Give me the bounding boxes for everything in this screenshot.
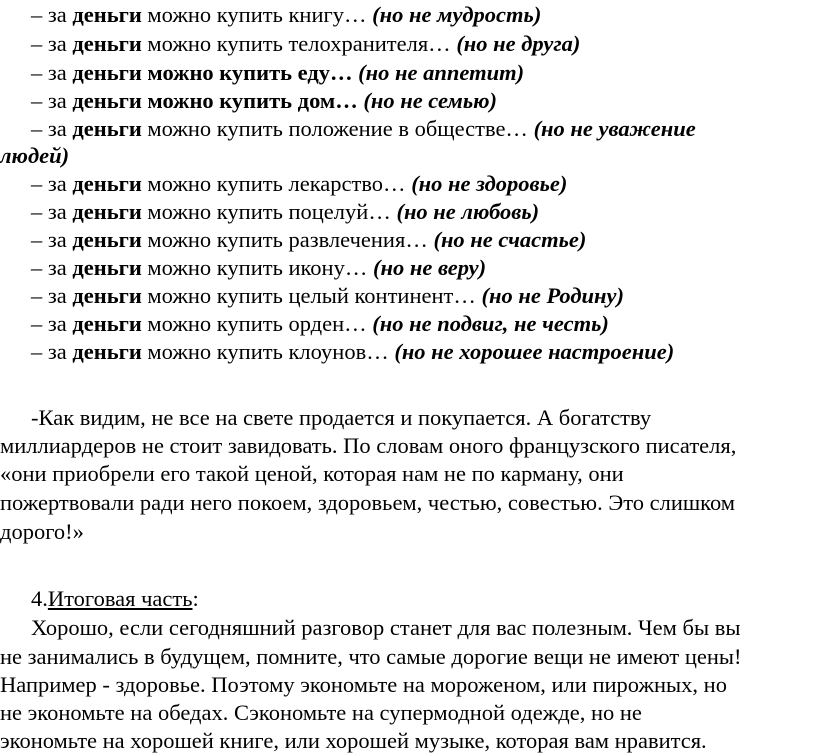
list-money-word: деньги: [72, 199, 142, 224]
list-money-word: деньги: [72, 255, 142, 280]
list-note: (но не хорошее настроение): [394, 339, 675, 364]
list-dash: – за: [31, 255, 73, 280]
paragraph-line: не занимались в будущем, помните, что самые дорогие вещи не имеют цены!: [0, 644, 742, 669]
list-dash: – за: [31, 31, 73, 56]
list-item: [31, 87, 497, 115]
list-note: (но не счастье): [433, 227, 587, 252]
list-item-continuation: [0, 142, 69, 170]
list-note: (но не мудрость): [372, 2, 542, 27]
paragraph-line: Например - здоровье. Поэтому экономьте на мороженом, или пирожных, но: [0, 672, 727, 697]
list-text: можно купить развлечения…: [141, 227, 434, 252]
list-dash: – за: [31, 2, 73, 27]
list-item: [31, 254, 486, 282]
paragraph-line: экономьте на хорошей книге, или хорошей музыке, которая вам нравится.: [0, 728, 707, 753]
list-dash: – за: [31, 199, 73, 224]
list-dash: – за: [31, 171, 73, 196]
list-note: (но не друга): [456, 31, 581, 56]
section-number: 4.: [31, 586, 48, 611]
list-dash: – за: [31, 311, 73, 336]
list-dash: – за: [31, 116, 73, 141]
list-item: [31, 59, 524, 87]
paragraph-line: Хорошо, если сегодняшний разговор станет для вас полезным. Чем бы вы: [31, 615, 741, 640]
list-money-word: деньги: [72, 2, 142, 27]
list-dash: – за: [31, 227, 73, 252]
list-note: (но не семью): [363, 88, 498, 113]
list-note-continuation: людей): [0, 143, 70, 168]
list-text: можно купить клоунов…: [141, 339, 395, 364]
list-money-word: деньги: [72, 116, 142, 141]
section-title: Итоговая часть: [47, 586, 193, 611]
list-money-word: деньги: [72, 171, 142, 196]
section-colon: :: [192, 586, 199, 611]
list-money-word: деньги можно купить дом…: [72, 88, 358, 113]
paragraph-line: -Как видим, не все на свете продается и покупается. А богатству: [31, 405, 652, 430]
list-item: [31, 170, 567, 198]
list-item: [31, 338, 674, 366]
list-note: (но не здоровье): [411, 171, 568, 196]
list-money-word: деньги: [72, 311, 142, 336]
list-text: можно купить икону…: [141, 255, 373, 280]
paragraph-line: «они приобрели его такой ценой, которая нам не по карману, они: [0, 461, 624, 486]
list-money-word: деньги: [72, 227, 142, 252]
list-note: (но не Родину): [481, 283, 624, 308]
list-note: (но не веру): [372, 255, 487, 280]
paragraph-line: не экономьте на обедах. Сэкономьте на супермодной одежде, но не: [0, 700, 642, 725]
list-money-word: деньги можно купить еду…: [72, 60, 353, 85]
list-note: (но не любовь): [396, 199, 540, 224]
paragraph-line: дорого!»: [0, 519, 84, 544]
paragraph-line: миллиардеров не стоит завидовать. По словам оного французского писателя,: [0, 433, 737, 458]
list-text: можно купить лекарство…: [141, 171, 412, 196]
list-money-word: деньги: [72, 339, 142, 364]
list-dash: – за: [31, 283, 73, 308]
list-note: (но не подвиг, не честь): [372, 311, 609, 336]
list-money-word: деньги: [72, 283, 142, 308]
list-text: можно купить книгу…: [141, 2, 373, 27]
list-money-word: деньги: [72, 31, 142, 56]
list-note: (но не аппетит): [358, 60, 525, 85]
list-text: можно купить положение в обществе…: [141, 116, 534, 141]
list-dash: – за: [31, 88, 73, 113]
list-item: [31, 1, 541, 29]
list-dash: – за: [31, 60, 73, 85]
section-heading: [31, 585, 199, 613]
list-text: можно купить орден…: [141, 311, 373, 336]
list-item: [31, 198, 539, 226]
list-item: [31, 282, 624, 310]
list-item: [31, 30, 580, 58]
list-item: [31, 226, 586, 254]
list-text: можно купить целый континент…: [141, 283, 482, 308]
list-dash: – за: [31, 339, 73, 364]
list-note: (но не уважение: [533, 116, 696, 141]
list-item: [31, 115, 696, 143]
list-text: можно купить телохранителя…: [141, 31, 457, 56]
list-item: [31, 310, 609, 338]
paragraph-line: пожертвовали ради него покоем, здоровьем, честью, совестью. Это слишком: [0, 490, 736, 515]
list-text: можно купить поцелуй…: [141, 199, 397, 224]
